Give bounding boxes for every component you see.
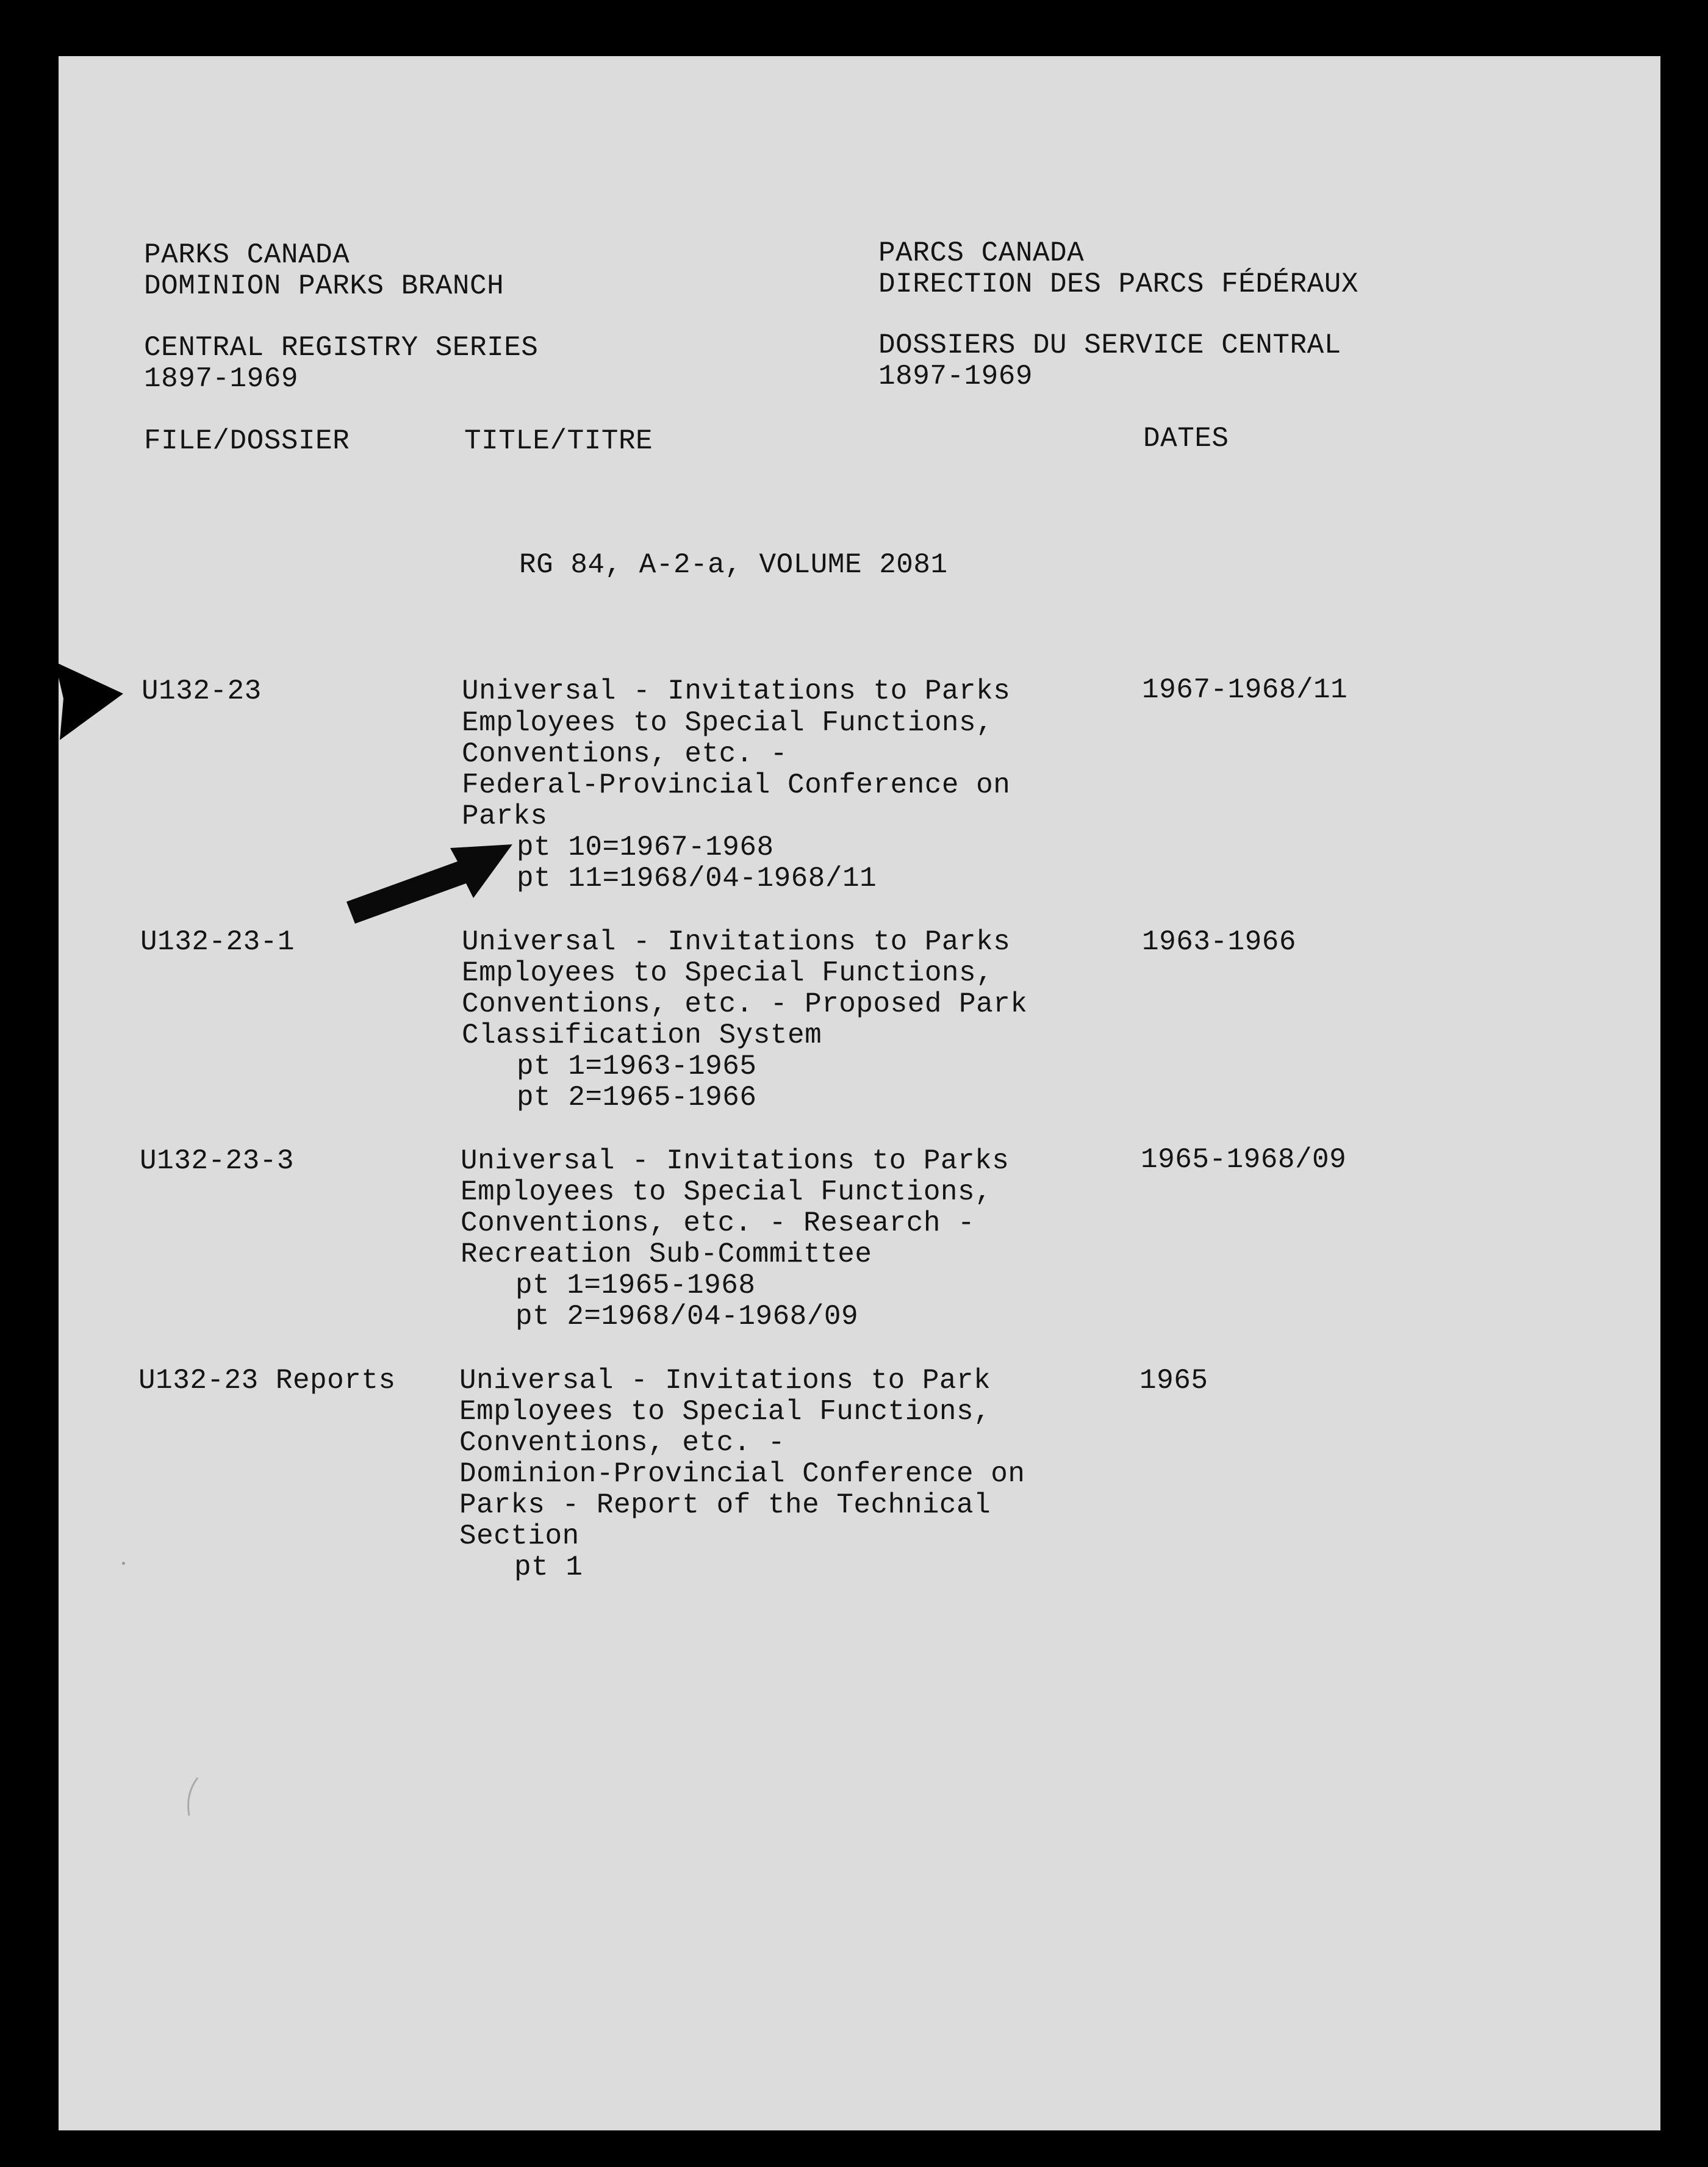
entry-title-line: Federal-Provincial Conference on (462, 769, 1011, 801)
entry-part: pt 2=1965-1966 (517, 1082, 757, 1113)
column-header-file: FILE/DOSSIER (144, 425, 350, 457)
column-header-title: TITLE/TITRE (464, 425, 653, 457)
entry-dates: 1963-1966 (1142, 926, 1296, 958)
entry-part: pt 10=1967-1968 (517, 832, 774, 863)
entry-title-line: Parks - Report of the Technical (459, 1489, 991, 1521)
entry-title-line: Section (459, 1520, 580, 1552)
header-left-years: 1897-1969 (144, 363, 298, 395)
header-right-branch: DIRECTION DES PARCS FÉDÉRAUX (878, 268, 1358, 300)
margin-pointer-icon (55, 662, 128, 741)
entry-file: U132-23-3 (140, 1145, 294, 1177)
scan-mark-icon (183, 1775, 201, 1818)
entry-title-line: Conventions, etc. - Research - (461, 1207, 975, 1239)
entry-title-line: Universal - Invitations to Park (459, 1365, 991, 1396)
entry-title-line: Universal - Invitations to Parks (462, 675, 1011, 707)
header-left-series: CENTRAL REGISTRY SERIES (144, 332, 539, 364)
entry-title-line: Dominion-Provincial Conference on (459, 1458, 1025, 1490)
entry-part: pt 1=1963-1965 (517, 1051, 757, 1082)
header-right-series: DOSSIERS DU SERVICE CENTRAL (878, 329, 1341, 361)
column-header-dates: DATES (1143, 423, 1229, 455)
entry-title-line: Recreation Sub-Committee (461, 1238, 872, 1270)
header-right-org: PARCS CANADA (878, 237, 1085, 269)
entry-title-line: Conventions, etc. - (459, 1427, 785, 1459)
entry-title-line: Universal - Invitations to Parks (462, 926, 1011, 958)
entry-part: pt 1 (514, 1551, 583, 1583)
entry-file: U132-23 (142, 675, 262, 707)
scan-speck (122, 1562, 125, 1565)
entry-title-line: Classification System (462, 1019, 822, 1051)
entry-dates: 1965 (1139, 1365, 1208, 1396)
entry-part: pt 2=1968/04-1968/09 (515, 1301, 859, 1332)
entry-title-line: Employees to Special Functions, (462, 707, 994, 739)
annotation-arrow-icon (342, 830, 518, 927)
entry-title-line: Employees to Special Functions, (462, 957, 994, 989)
header-left-org: PARKS CANADA (144, 239, 350, 271)
entry-part: pt 11=1968/04-1968/11 (517, 863, 877, 894)
entry-title-line: Conventions, etc. - (462, 738, 788, 770)
header-right-years: 1897-1969 (878, 361, 1033, 392)
header-left-branch: DOMINION PARKS BRANCH (144, 270, 504, 302)
entry-title-line: Conventions, etc. - Proposed Park (462, 988, 1028, 1020)
entry-dates: 1965-1968/09 (1141, 1144, 1347, 1176)
entry-title-line: Employees to Special Functions, (459, 1396, 991, 1428)
entry-file: U132-23-1 (140, 926, 295, 958)
entry-title-line: Universal - Invitations to Parks (461, 1145, 1010, 1177)
entry-title-line: Employees to Special Functions, (461, 1176, 992, 1208)
entry-dates: 1967-1968/11 (1142, 674, 1348, 706)
volume-reference: RG 84, A-2-a, VOLUME 2081 (519, 549, 948, 581)
entry-title-line: Parks (462, 800, 548, 832)
entry-part: pt 1=1965-1968 (515, 1270, 756, 1301)
entry-file: U132-23 Reports (138, 1365, 396, 1396)
document-page (59, 56, 1660, 2130)
